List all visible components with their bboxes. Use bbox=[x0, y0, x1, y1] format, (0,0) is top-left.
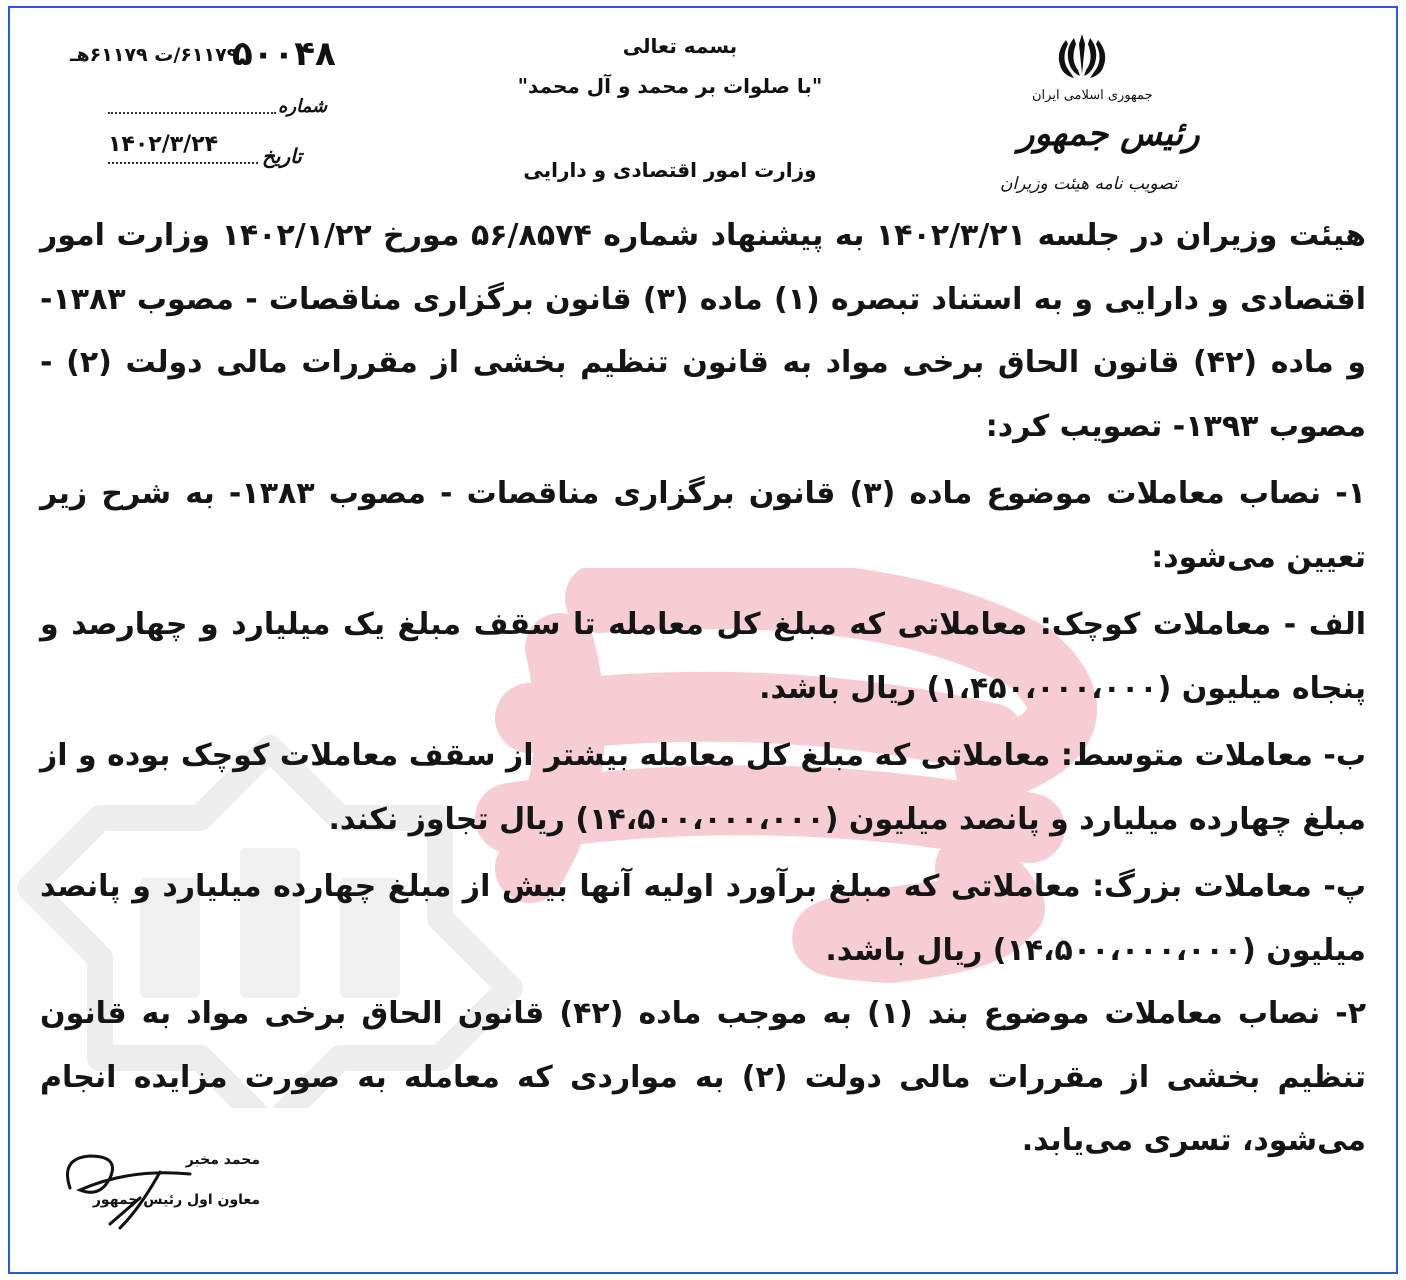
decree-body bbox=[40, 204, 1366, 1173]
item-2-paragraph: ۲- نصاب معاملات موضوع بند (۱) به موجب ماده (۴۲) قانون الحاق برخی مواد به قانون تنظیم بخشی از مقررات مالی دولت (۲) به مواردی که معامله به صورت مزایده انجام می‌شود، تسری می‌یابد. bbox=[40, 996, 1366, 1158]
president-title: رئیس جمهور bbox=[1018, 114, 1200, 154]
emblem-caption: جمهوری اسلامی ایران bbox=[1032, 88, 1153, 103]
date-label: تاریخ bbox=[262, 144, 302, 168]
large-transactions-term: پ- معاملات بزرگ: bbox=[1092, 869, 1366, 904]
signatory-name: محمد مخبر bbox=[185, 1152, 260, 1168]
date-value: ۱۴۰۲/۳/۲۴ bbox=[108, 132, 219, 157]
small-transactions-text: معاملاتی که مبلغ کل معامله تا سقف مبلغ یک میلیارد و چهارصد و پنجاه میلیون (۱،۴۵۰،۰۰۰،۰۰۰) ریال باشد. bbox=[40, 607, 1366, 706]
salavat: "با صلوات بر محمد و آل محمد" bbox=[517, 74, 823, 98]
serial-number: ۵۰۰۴۸ bbox=[232, 34, 336, 74]
item-1-paragraph: ۱- نصاب معاملات موضوع ماده (۳) قانون برگزاری مناقصات - مصوب ۱۳۸۳- به شرح زیر تعیین می‌شود: bbox=[40, 476, 1366, 575]
ministry-name: وزارت امور اقتصادی و دارایی bbox=[523, 158, 817, 182]
item-alef-paragraph bbox=[40, 593, 1366, 720]
medium-transactions-text: معاملاتی که مبلغ کل معامله بیشتر از سقف معاملات کوچک بوده و از مبلغ چهارده میلیارد و پانصد میلیون (۱۴،۵۰۰،۰۰۰،۰۰۰) ریال تجاوز نکند. bbox=[40, 738, 1366, 837]
item-pe-paragraph bbox=[40, 855, 1366, 982]
reference-number: ۶۱۱۷۹/ت ۶۱۱۷۹هـ bbox=[70, 44, 239, 66]
date-dotted-line bbox=[108, 162, 258, 164]
decree-document bbox=[8, 6, 1398, 1274]
number-label: شماره bbox=[278, 96, 328, 117]
item-be-paragraph bbox=[40, 724, 1366, 851]
small-transactions-term: الف - معاملات کوچک: bbox=[1039, 607, 1366, 642]
large-transactions-text: معاملاتی که مبلغ برآورد اولیه آنها بیش از مبلغ چهارده میلیارد و پانصد میلیون (۱۴،۵۰۰،۰۰۰،۰۰۰) ریال باشد. bbox=[40, 869, 1366, 968]
signatory-title: معاون اول رئیس جمهور bbox=[92, 1192, 260, 1208]
iran-emblem-icon bbox=[1052, 30, 1112, 80]
signature-block bbox=[50, 1128, 260, 1248]
handwritten-signature bbox=[50, 1128, 240, 1238]
approval-caption: تصویب نامه هیئت وزیران bbox=[1000, 174, 1178, 194]
medium-transactions-term: ب- معاملات متوسط: bbox=[1060, 738, 1366, 773]
intro-paragraph: هیئت وزیران در جلسه ۱۴۰۲/۳/۲۱ به پیشنهاد شماره ۵۶/۸۵۷۴ مورخ ۱۴۰۲/۱/۲۲ وزارت امور اقتصادی و دارایی و به استناد تبصره (۱) ماده (۳) قانون برگزاری مناقصات - مصوب ۱۳۸۳- و ماده (۴۲) قانون الحاق برخی مواد به قانون تنظیم بخشی از مقررات مالی دولت (۲) - مصوب ۱۳۹۳- تصویب کرد: bbox=[40, 218, 1366, 444]
basmala: بسمه تعالی bbox=[622, 34, 738, 58]
number-dotted-line bbox=[108, 112, 276, 114]
